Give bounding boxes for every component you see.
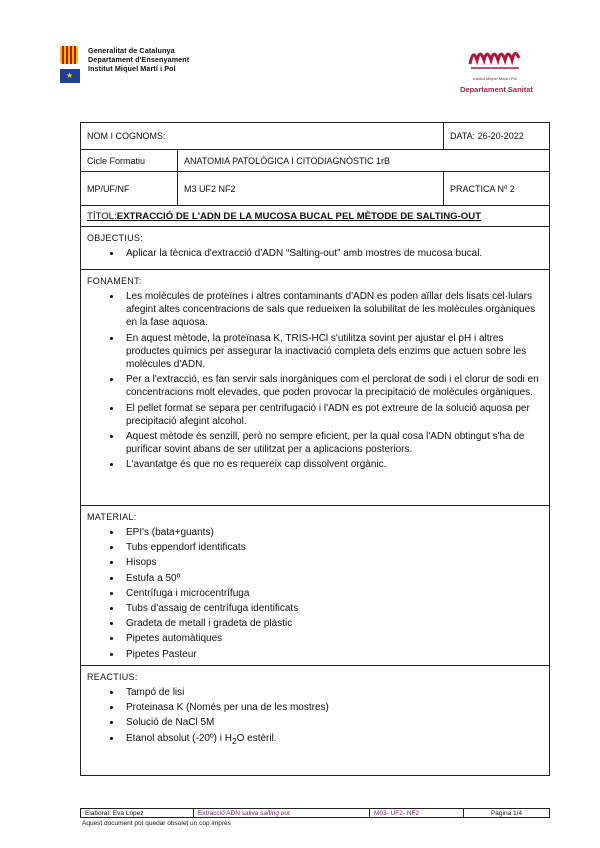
mp-row [81,172,549,206]
material-heading: MATERIAL: [87,512,137,522]
org-line: Generalitat de Catalunya [88,46,175,55]
objectius-heading: OBJECTIUS: [87,233,144,243]
page-footer [80,808,550,818]
footer-page: Pàgina 1/4 [463,809,549,817]
department-name: Departament Sanitat [460,85,533,94]
fonament-section [81,270,549,506]
list-item: • Gradeta de metall i gradeta de plàstic [122,617,543,630]
list-item: • Hisops [122,556,543,569]
name-row [81,123,549,150]
subscript: 2 [231,735,237,746]
title-row [81,206,549,227]
name-label: NOM I COGNOMS: [87,131,166,141]
list-item: • Proteinasa K (Només per una de les mostres) [122,701,543,714]
footer-note: Aquest document pot quedar obsolet un cop imprès [82,820,231,827]
footer-doc-title [193,809,369,817]
list-item: • Per a l'extracció, es fan servir sals inorgàniques com el perclorat de sodi i el clorur de sodi en concentracions molt elevades, que poden provocar la precipitació de molècules orgàniques. [122,373,543,399]
practica-number: PRACTICA Nº 2 [443,172,549,205]
list-item: • Solució de NaCl 5M [122,716,543,729]
reagent-text: Etanol absolut (-20º) i H [126,732,232,744]
mp-value: M3 UF2 NF2 [177,172,443,205]
objectius-section [81,227,549,270]
title-text: EXTRACCIÓ DE L'ADN DE LA MUCOSA BUCAL PEL MÈTODE DE SALTING-OUT [116,210,482,222]
list-item: • Tampó de lisi [122,686,543,699]
footer-code: M03- UF2- NF2 [369,809,463,817]
practice-sheet [80,122,550,776]
date: DATA: 26-20-2022 [443,123,549,149]
list-item: • Tubs eppendorf identificats [122,541,543,554]
fonament-heading: FONAMENT: [87,276,142,286]
cicle-label: Cicle Formatiu [87,155,146,166]
cicle-row [81,150,549,172]
footer-title-italic: salting out [260,809,290,817]
list-item: • Centrífuga i microcentrífuga [122,587,543,600]
org-line: Institut Miquel Martí i Pol [88,64,176,73]
footer-title-plain: Extracció ADN saliva [198,809,259,817]
institute-logo-icon [467,44,523,72]
reagent-text-tail: O estèril. [236,732,277,744]
department-header [460,44,533,94]
list-item: • Les molècules de proteïnes i altres contaminants d'ADN es poden aïllar dels lisats cel·lulars afegint altes concentracions de sals que redueixen la solubilitat de les molècules orgàniques en la fase aquosa. [122,290,543,330]
list-item: • El pellet format se separa per centrifugació i l'ADN es pot extreure de la solució aquosa per precipitació afegint alcohol. [122,402,543,428]
list-item: • Tubs d'assaig de centrífuga identificats [122,602,543,615]
footer-author: Elaborat: Eva López [85,809,144,817]
reactius-heading: REACTIUS: [87,672,138,682]
generalitat-logo-icon [60,46,78,64]
org-lines [88,46,189,83]
practice-title [81,206,549,226]
cicle-value: ANATOMIA PATOLÒGICA I CITODIAGNÒSTIC 1rB [177,150,549,171]
list-item: • Estufa a 50º [122,572,543,585]
mp-label: MP/UF/NF [87,183,130,194]
list-item: • Aplicar la tècnica d'extracció d'ADN “Salting-out” amb mostres de mucosa bucal. [122,247,543,260]
org-line: Departament d'Ensenyament [88,55,190,64]
list-item: • EPI's (bata+guants) [122,526,543,539]
list-item: • Pipetes automàtiques [122,632,543,645]
eu-flag-icon [60,69,80,83]
reactius-section [81,666,549,776]
institution-header [60,46,189,83]
logo-caption: Institut Miquel Martí i Pol [473,76,517,81]
list-item: • Aquest mètode és senzill, però no sempre eficient, per la qual cosa l'ADN obtingut s'ha de purificar sovint abans de ser utilitzat per a aplicacions posteriors. [122,430,543,456]
list-item: • En aquest mètode, la proteïnasa K, TRIS-HCl s'utilitza sovint per ajustar el pH i altres productes químics per assegurar la inactivació completa dels enzims que actuen sobre les molècules d'ADN. [122,332,543,372]
material-section [81,506,549,666]
title-label: TÍTOL: [87,210,117,222]
list-item [122,732,543,748]
list-item: • Pipetes Pasteur [122,648,543,661]
list-item: • L'avantatge és que no es requereix cap dissolvent orgànic. [122,458,543,471]
